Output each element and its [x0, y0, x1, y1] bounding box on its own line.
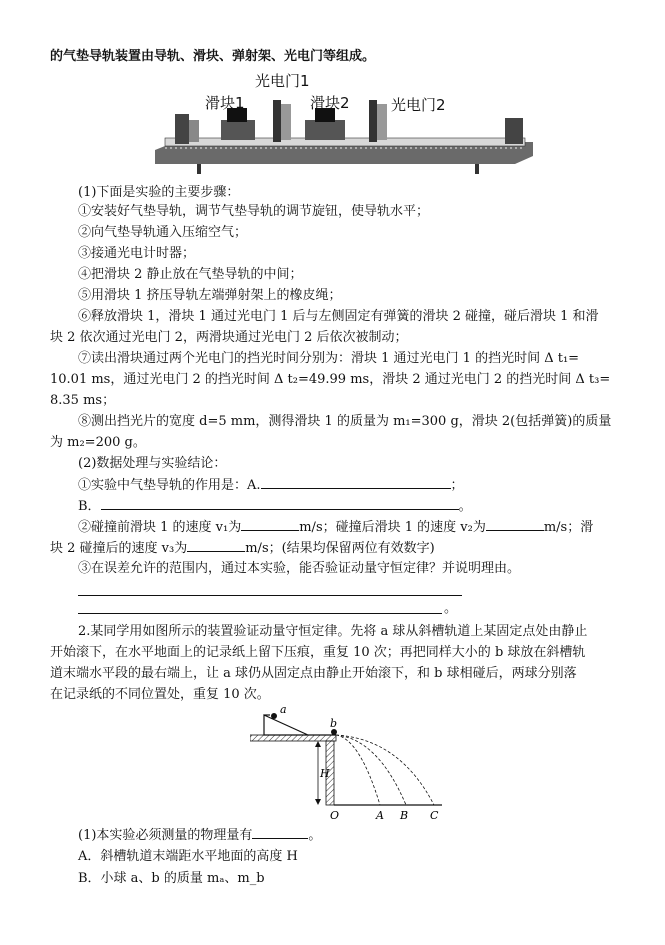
answer-blank-1a[interactable]: [261, 476, 451, 489]
slider-2: [305, 120, 345, 140]
ramp-figure: [250, 703, 450, 823]
trajectory-C: [336, 735, 434, 805]
slider-1: [221, 120, 255, 140]
label-A: A: [376, 809, 384, 822]
label-slider-1: 滑块1: [205, 94, 245, 112]
step-3: ③接通光电计时器；: [78, 246, 196, 261]
step-8a: ⑧测出挡光片的宽度 d=5 mm，测得滑块 1 的质量为 m₁=300 g，滑块 2(包括弹簧)的质量: [78, 414, 612, 429]
answer-line-3a[interactable]: [78, 594, 462, 596]
question-3-end-mark: 。: [444, 601, 458, 616]
question-2-text-d: 块 2 碰撞后的速度 v₃为: [50, 541, 188, 556]
problem2-line-2: 开始滚下，在水平地面上的记录纸上留下压痕，重复 10 次；再把同样大小的 b 球放在斜槽轨: [50, 645, 586, 660]
question-2b: [50, 539, 435, 558]
ramp-incline: [264, 715, 308, 735]
option-B[interactable]: B．小球 a、b 的质量 mₐ、m_b: [78, 871, 265, 886]
label-H: H: [320, 767, 330, 780]
answer-blank-v1[interactable]: [241, 518, 299, 531]
problem2-line-3: 道末端水平段的最右端上，让 a 球仍从固定点由静止开始滚下，和 b 球相碰后，两球分别落: [50, 666, 577, 681]
problem2-question-1: [78, 826, 321, 845]
question-1b: [78, 497, 472, 516]
question-2-text-b: m/s；碰撞后滑块 1 的速度 v₂为: [299, 520, 486, 535]
label-O: O: [330, 809, 340, 822]
part1-heading: (1)下面是实验的主要步骤：: [78, 185, 240, 200]
question-2-text-e: m/s；(结果均保留两位有效数字): [245, 541, 435, 556]
step-7c: 8.35 ms；: [50, 393, 116, 408]
label-slider-2: 滑块2: [310, 94, 350, 112]
ramp-illustration: [250, 703, 450, 823]
problem2-question-1-text: (1)本实验必须测量的物理量有: [78, 828, 253, 843]
right-stand: [505, 118, 523, 144]
step-1: ①安装好气垫导轨，调节气垫导轨的调节旋钮，使导轨水平；: [78, 204, 430, 219]
trajectory-B: [336, 735, 406, 805]
step-7b: 10.01 ms，通过光电门 2 的挡光时间 Δ t₂=49.99 ms，滑块 2 通过光电门 2 的挡光时间 Δ t₃=: [50, 372, 611, 387]
label-C: C: [430, 809, 439, 822]
question-3: ③在误差允许的范围内，通过本实验，能否验证动量守恒定律？并说明理由。: [78, 561, 521, 576]
question-2-text-a: ②碰撞前滑块 1 的速度 v₁为: [78, 520, 242, 535]
intro-text: 的气垫导轨装置由导轨、滑块、弹射架、光电门等组成。: [50, 49, 376, 64]
left-stand: [175, 114, 189, 144]
question-2a: [78, 518, 593, 537]
step-5: ⑤用滑块 1 挤压导轨左端弹射架上的橡皮绳；: [78, 288, 342, 303]
step-4: ④把滑块 2 静止放在气垫导轨的中间；: [78, 267, 303, 282]
step-7a: ⑦读出滑块通过两个光电门的挡光时间分别为：滑块 1 通过光电门 1 的挡光时间 Δ t₁=: [78, 351, 580, 366]
question-2-text-c: m/s；滑: [543, 520, 594, 535]
answer-blank-p2-1[interactable]: [252, 826, 308, 839]
problem2-line-4: 在记录纸的不同位置处，重复 10 次。: [50, 687, 270, 702]
label-a: a: [280, 703, 287, 716]
answer-blank-1b[interactable]: [101, 497, 459, 510]
label-photogate-2: 光电门2: [391, 96, 446, 114]
problem2-line-1: 2.某同学用如图所示的装置验证动量守恒定律。先将 a 球从斜槽轨道上某固定点处由静止: [78, 624, 588, 639]
air-track-figure: [155, 70, 535, 178]
answer-line-3b[interactable]: [78, 612, 442, 614]
ball-a: [271, 713, 277, 719]
question-1a-prefix: ①实验中气垫导轨的作用是：A.: [78, 478, 261, 493]
problem2-question-1-end: 。: [308, 828, 322, 843]
air-track-illustration: [155, 70, 535, 178]
step-8b: 为 m₂=200 g。: [50, 435, 146, 450]
photogate-2: [369, 100, 377, 142]
answer-blank-v2[interactable]: [486, 518, 544, 531]
trajectory-A: [336, 735, 380, 805]
label-b: b: [330, 717, 338, 730]
question-1a: [78, 476, 464, 495]
label-B: B: [400, 809, 409, 822]
part2-heading: (2)数据处理与实验结论：: [78, 456, 227, 471]
option-A[interactable]: A．斜槽轨道末端距水平地面的高度 H: [78, 849, 298, 864]
question-1a-suffix: ；: [450, 478, 464, 493]
question-1b-prefix: B．: [78, 499, 101, 514]
question-1b-suffix: 。: [458, 499, 472, 514]
table-top: [250, 735, 336, 741]
answer-blank-v3[interactable]: [187, 539, 245, 552]
photogate-1: [273, 100, 281, 142]
step-6a: ⑥释放滑块 1，滑块 1 通过光电门 1 后与左侧固定有弹簧的滑块 2 碰撞，碰后滑块 1 和滑: [78, 309, 599, 324]
step-6b: 块 2 依次通过光电门 2，两滑块通过光电门 2 后依次被制动；: [50, 330, 408, 345]
step-2: ②向气垫导轨通入压缩空气；: [78, 225, 248, 240]
label-photogate-1: 光电门1: [255, 72, 310, 90]
